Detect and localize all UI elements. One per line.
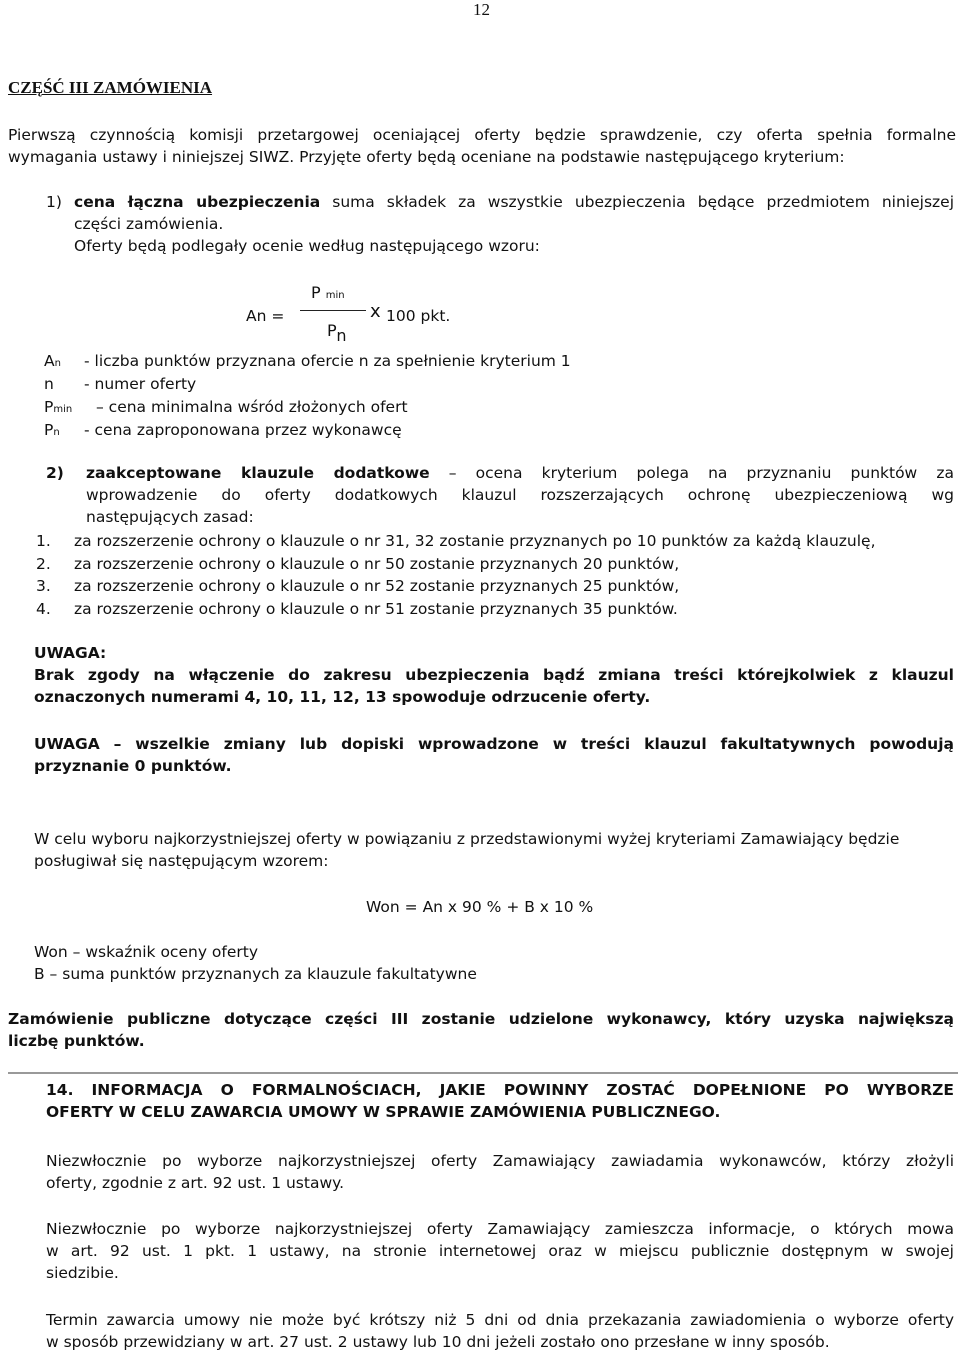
formula2: Won = An x 90 % + B x 10 % bbox=[366, 898, 594, 916]
legend2-line: Won – wskaźnik oceny oferty bbox=[34, 943, 259, 961]
paragraph-line: Niezwłocznie po wyborze najkorzystniejszej oferty Zamawiający zamieszcza informacje, o których mowa bbox=[46, 1220, 954, 1238]
criterion2-number: 2) bbox=[46, 464, 64, 482]
legend2-line: B – suma punktów przyznanych za klauzule fakultatywne bbox=[34, 965, 477, 983]
formula1-numerator-sub: min bbox=[325, 290, 345, 301]
paragraph-line: w art. 92 ust. 1 pkt. 1 ustawy, na stronie internetowej oraz w miejscu publicznie dostępnym w swojej bbox=[46, 1242, 954, 1260]
selection-paragraph bbox=[34, 828, 954, 872]
warning1-line2: oznaczonych numerami 4, 10, 11, 12, 13 spowoduje odrzucenie oferty. bbox=[34, 688, 651, 706]
paragraph-line: siedzibie. bbox=[46, 1264, 119, 1282]
paragraph-line: Termin zawarcia umowy nie może być krótszy niż 5 dni od dnia przekazania zawiadomienia o wyborze oferty bbox=[46, 1311, 954, 1329]
formula1-times: x bbox=[370, 301, 381, 322]
warning2-line1: UWAGA – wszelkie zmiany lub dopiski wprowadzone w treści klauzul fakultatywnych powodują bbox=[34, 735, 954, 753]
formula1-denominator-sub: n bbox=[336, 326, 347, 345]
section-divider bbox=[8, 1072, 958, 1074]
criterion1-desc-line2: części zamówienia. bbox=[74, 215, 224, 233]
formula1-numerator-symbol: P bbox=[311, 283, 321, 302]
criterion2-block bbox=[86, 462, 954, 528]
legend1-symbol bbox=[44, 396, 72, 421]
conclusion-line2: liczbę punktów. bbox=[8, 1032, 145, 1050]
criterion1-line1 bbox=[74, 191, 954, 213]
warning1-line1: Brak zgody na włączenie do zakresu ubezpieczenia bądź zmiana treści którejkolwiek z klauzul bbox=[34, 666, 954, 684]
intro-line: Pierwszą czynnością komisji przetargowej oceniającej oferty będzie sprawdzenie, czy oferta spełnia formalne bbox=[8, 126, 956, 144]
formula2-legend bbox=[34, 941, 734, 985]
section14-heading bbox=[46, 1079, 954, 1123]
selection-line2: posługiwał się następującym wzorem: bbox=[34, 852, 329, 870]
criterion2-line2: wprowadzenie do oferty dodatkowych klauzul rozszerzających ochronę ubezpieczeniową wg bbox=[86, 486, 954, 504]
warning2-block bbox=[34, 733, 954, 777]
intro-paragraph bbox=[8, 124, 956, 168]
formula1-lhs: An = bbox=[246, 307, 285, 325]
formula-intro: Oferty będą podlegały ocenie według następującego wzoru: bbox=[74, 237, 540, 255]
legend1-description: - liczba punktów przyznana ofercie n za spełnienie kryterium 1 bbox=[84, 352, 571, 370]
section14-line2: OFERTY W CELU ZAWARCIA UMOWY W SPRAWIE ZAMÓWIENIA PUBLICZNEGO. bbox=[46, 1103, 721, 1121]
paragraph-line: oferty, zgodnie z art. 92 ust. 1 ustawy. bbox=[46, 1174, 345, 1192]
legend1-symbol bbox=[44, 350, 61, 375]
criterion2-desc: – ocena kryterium polega na przyznaniu punktów za bbox=[448, 464, 954, 482]
criterion2-line3: następujących zasad: bbox=[86, 508, 254, 526]
section14-paragraph bbox=[46, 1309, 954, 1353]
formula1-multiplier: 100 pkt. bbox=[386, 307, 451, 325]
intro-line: wymagania ustawy i niniejszej SIWZ. Przyjęte oferty będą oceniane na podstawie następującego kryterium: bbox=[8, 148, 845, 166]
warning1-label: UWAGA: bbox=[34, 644, 107, 662]
legend1-description: – cena minimalna wśród złożonych ofert bbox=[96, 398, 408, 416]
legend1-symbol-sub: min bbox=[53, 404, 73, 415]
section14-line1: 14. INFORMACJA O FORMALNOŚCIACH, JAKIE POWINNY ZOSTAĆ DOPEŁNIONE PO WYBORZE bbox=[46, 1081, 954, 1099]
conclusion-paragraph bbox=[8, 1008, 954, 1052]
conclusion-line1: Zamówienie publiczne dotyczące części III zostanie udzielone wykonawcy, który uzyska największą bbox=[8, 1010, 954, 1028]
legend1-symbol-main: P bbox=[44, 398, 54, 416]
legend1-description: - cena zaproponowana przez wykonawcę bbox=[84, 421, 402, 439]
rule-text: za rozszerzenie ochrony o klauzule o nr 31, 32 zostanie przyznanych po 10 punktów za każdą klauzulę, bbox=[74, 532, 876, 550]
page-number: 12 bbox=[473, 0, 490, 19]
formula1-numerator bbox=[311, 283, 345, 302]
legend1-symbol bbox=[44, 419, 60, 444]
paragraph-line: Niezwłocznie po wyborze najkorzystniejszej oferty Zamawiający zawiadamia wykonawców, którzy złożyli bbox=[46, 1152, 954, 1170]
legend1-symbol-main: P bbox=[44, 421, 54, 439]
criterion1-title: cena łączna ubezpieczenia bbox=[74, 193, 321, 211]
legend1-symbol-sub: n bbox=[53, 427, 60, 438]
criterion1-number: 1) bbox=[46, 193, 62, 211]
legend1-symbol-main: A bbox=[44, 352, 55, 370]
selection-line1: W celu wyboru najkorzystniejszej oferty w powiązaniu z przedstawionymi wyżej kryteriami Zamawiający będzie bbox=[34, 830, 900, 848]
warning1-block bbox=[34, 642, 954, 708]
rule-text: za rozszerzenie ochrony o klauzule o nr 51 zostanie przyznanych 35 punktów. bbox=[74, 599, 678, 618]
warning2-line2: przyznanie 0 punktów. bbox=[34, 757, 232, 775]
rule-number: 2. bbox=[36, 554, 51, 573]
fraction-line bbox=[300, 310, 366, 311]
section14-paragraph bbox=[46, 1150, 954, 1194]
legend1-symbol-sub: n bbox=[54, 358, 61, 369]
formula1-denominator bbox=[327, 321, 347, 345]
criterion2-line1 bbox=[86, 462, 954, 484]
criterion1-block bbox=[74, 191, 954, 257]
legend1-symbol bbox=[44, 373, 54, 398]
rule-number: 4. bbox=[36, 599, 51, 618]
legend1-description: - numer oferty bbox=[84, 375, 197, 393]
section14-paragraph bbox=[46, 1218, 954, 1284]
section-title: CZĘŚĆ III ZAMÓWIENIA bbox=[8, 78, 213, 97]
criterion2-title: zaakceptowane klauzule dodatkowe bbox=[86, 464, 430, 482]
criterion1-desc: suma składek za wszystkie ubezpieczenia będące przedmiotem niniejszej bbox=[332, 193, 954, 211]
rule-text: za rozszerzenie ochrony o klauzule o nr 50 zostanie przyznanych 20 punktów, bbox=[74, 554, 680, 573]
legend1-symbol-main: n bbox=[44, 375, 54, 393]
rule-text: za rozszerzenie ochrony o klauzule o nr 52 zostanie przyznanych 25 punktów, bbox=[74, 577, 680, 595]
paragraph-line: w sposób przewidziany w art. 27 ust. 2 ustawy lub 10 dni jeżeli zostało ono przesłane w inny sposób. bbox=[46, 1333, 830, 1351]
rule-number: 1. bbox=[36, 532, 51, 550]
formula1-denominator-symbol: P bbox=[327, 321, 337, 340]
rule-number: 3. bbox=[36, 577, 51, 595]
